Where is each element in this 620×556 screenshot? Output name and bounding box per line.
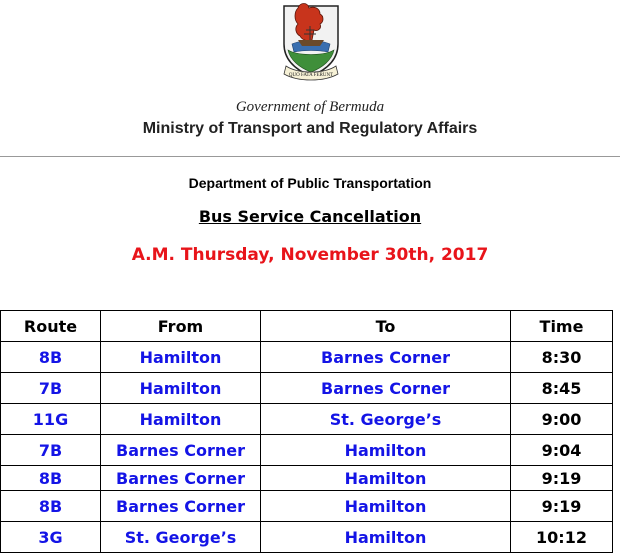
time-cell: 8:30 (511, 342, 613, 373)
route-cell: 11G (1, 404, 101, 435)
route-cell: 3G (1, 522, 101, 553)
column-header-to: To (261, 311, 511, 342)
ministry-name: Ministry of Transport and Regulatory Affairs (142, 120, 478, 137)
table-row (1, 435, 613, 466)
table-row (1, 373, 613, 404)
svg-text:QUO FATA FERUNT: QUO FATA FERUNT (288, 73, 334, 78)
route-cell: 8B (1, 342, 101, 373)
route-cell: 8B (1, 491, 101, 522)
route-cell: 7B (1, 435, 101, 466)
notice-date: A.M. Thursday, November 30th, 2017 (131, 245, 489, 265)
table-header-row (1, 311, 613, 342)
time-cell: 8:45 (511, 373, 613, 404)
to-cell: Barnes Corner (261, 342, 511, 373)
column-header-time: Time (511, 311, 613, 342)
to-cell: Hamilton (261, 435, 511, 466)
from-cell: St. George’s (101, 522, 261, 553)
table-row (1, 491, 613, 522)
from-cell: Barnes Corner (101, 491, 261, 522)
column-header-route: Route (1, 311, 101, 342)
from-cell: Hamilton (101, 342, 261, 373)
time-cell: 10:12 (511, 522, 613, 553)
time-cell: 9:19 (511, 466, 613, 491)
column-header-from: From (101, 311, 261, 342)
table-row (1, 466, 613, 491)
from-cell: Barnes Corner (101, 435, 261, 466)
table-row (1, 522, 613, 553)
government-name: Government of Bermuda (235, 99, 385, 115)
from-cell: Barnes Corner (101, 466, 261, 491)
bermuda-coat-of-arms-logo (278, 0, 344, 84)
from-cell: Hamilton (101, 373, 261, 404)
table-row (1, 342, 613, 373)
to-cell: Hamilton (261, 491, 511, 522)
to-cell: Barnes Corner (261, 373, 511, 404)
header-divider (0, 156, 620, 157)
notice-title: Bus Service Cancellation (198, 207, 422, 226)
route-cell: 8B (1, 466, 101, 491)
time-cell: 9:00 (511, 404, 613, 435)
to-cell: St. George’s (261, 404, 511, 435)
from-cell: Hamilton (101, 404, 261, 435)
time-cell: 9:04 (511, 435, 613, 466)
route-cell: 7B (1, 373, 101, 404)
cancellation-table (0, 310, 613, 553)
department-name: Department of Public Transportation (188, 175, 432, 191)
time-cell: 9:19 (511, 491, 613, 522)
to-cell: Hamilton (261, 522, 511, 553)
to-cell: Hamilton (261, 466, 511, 491)
table-row (1, 404, 613, 435)
